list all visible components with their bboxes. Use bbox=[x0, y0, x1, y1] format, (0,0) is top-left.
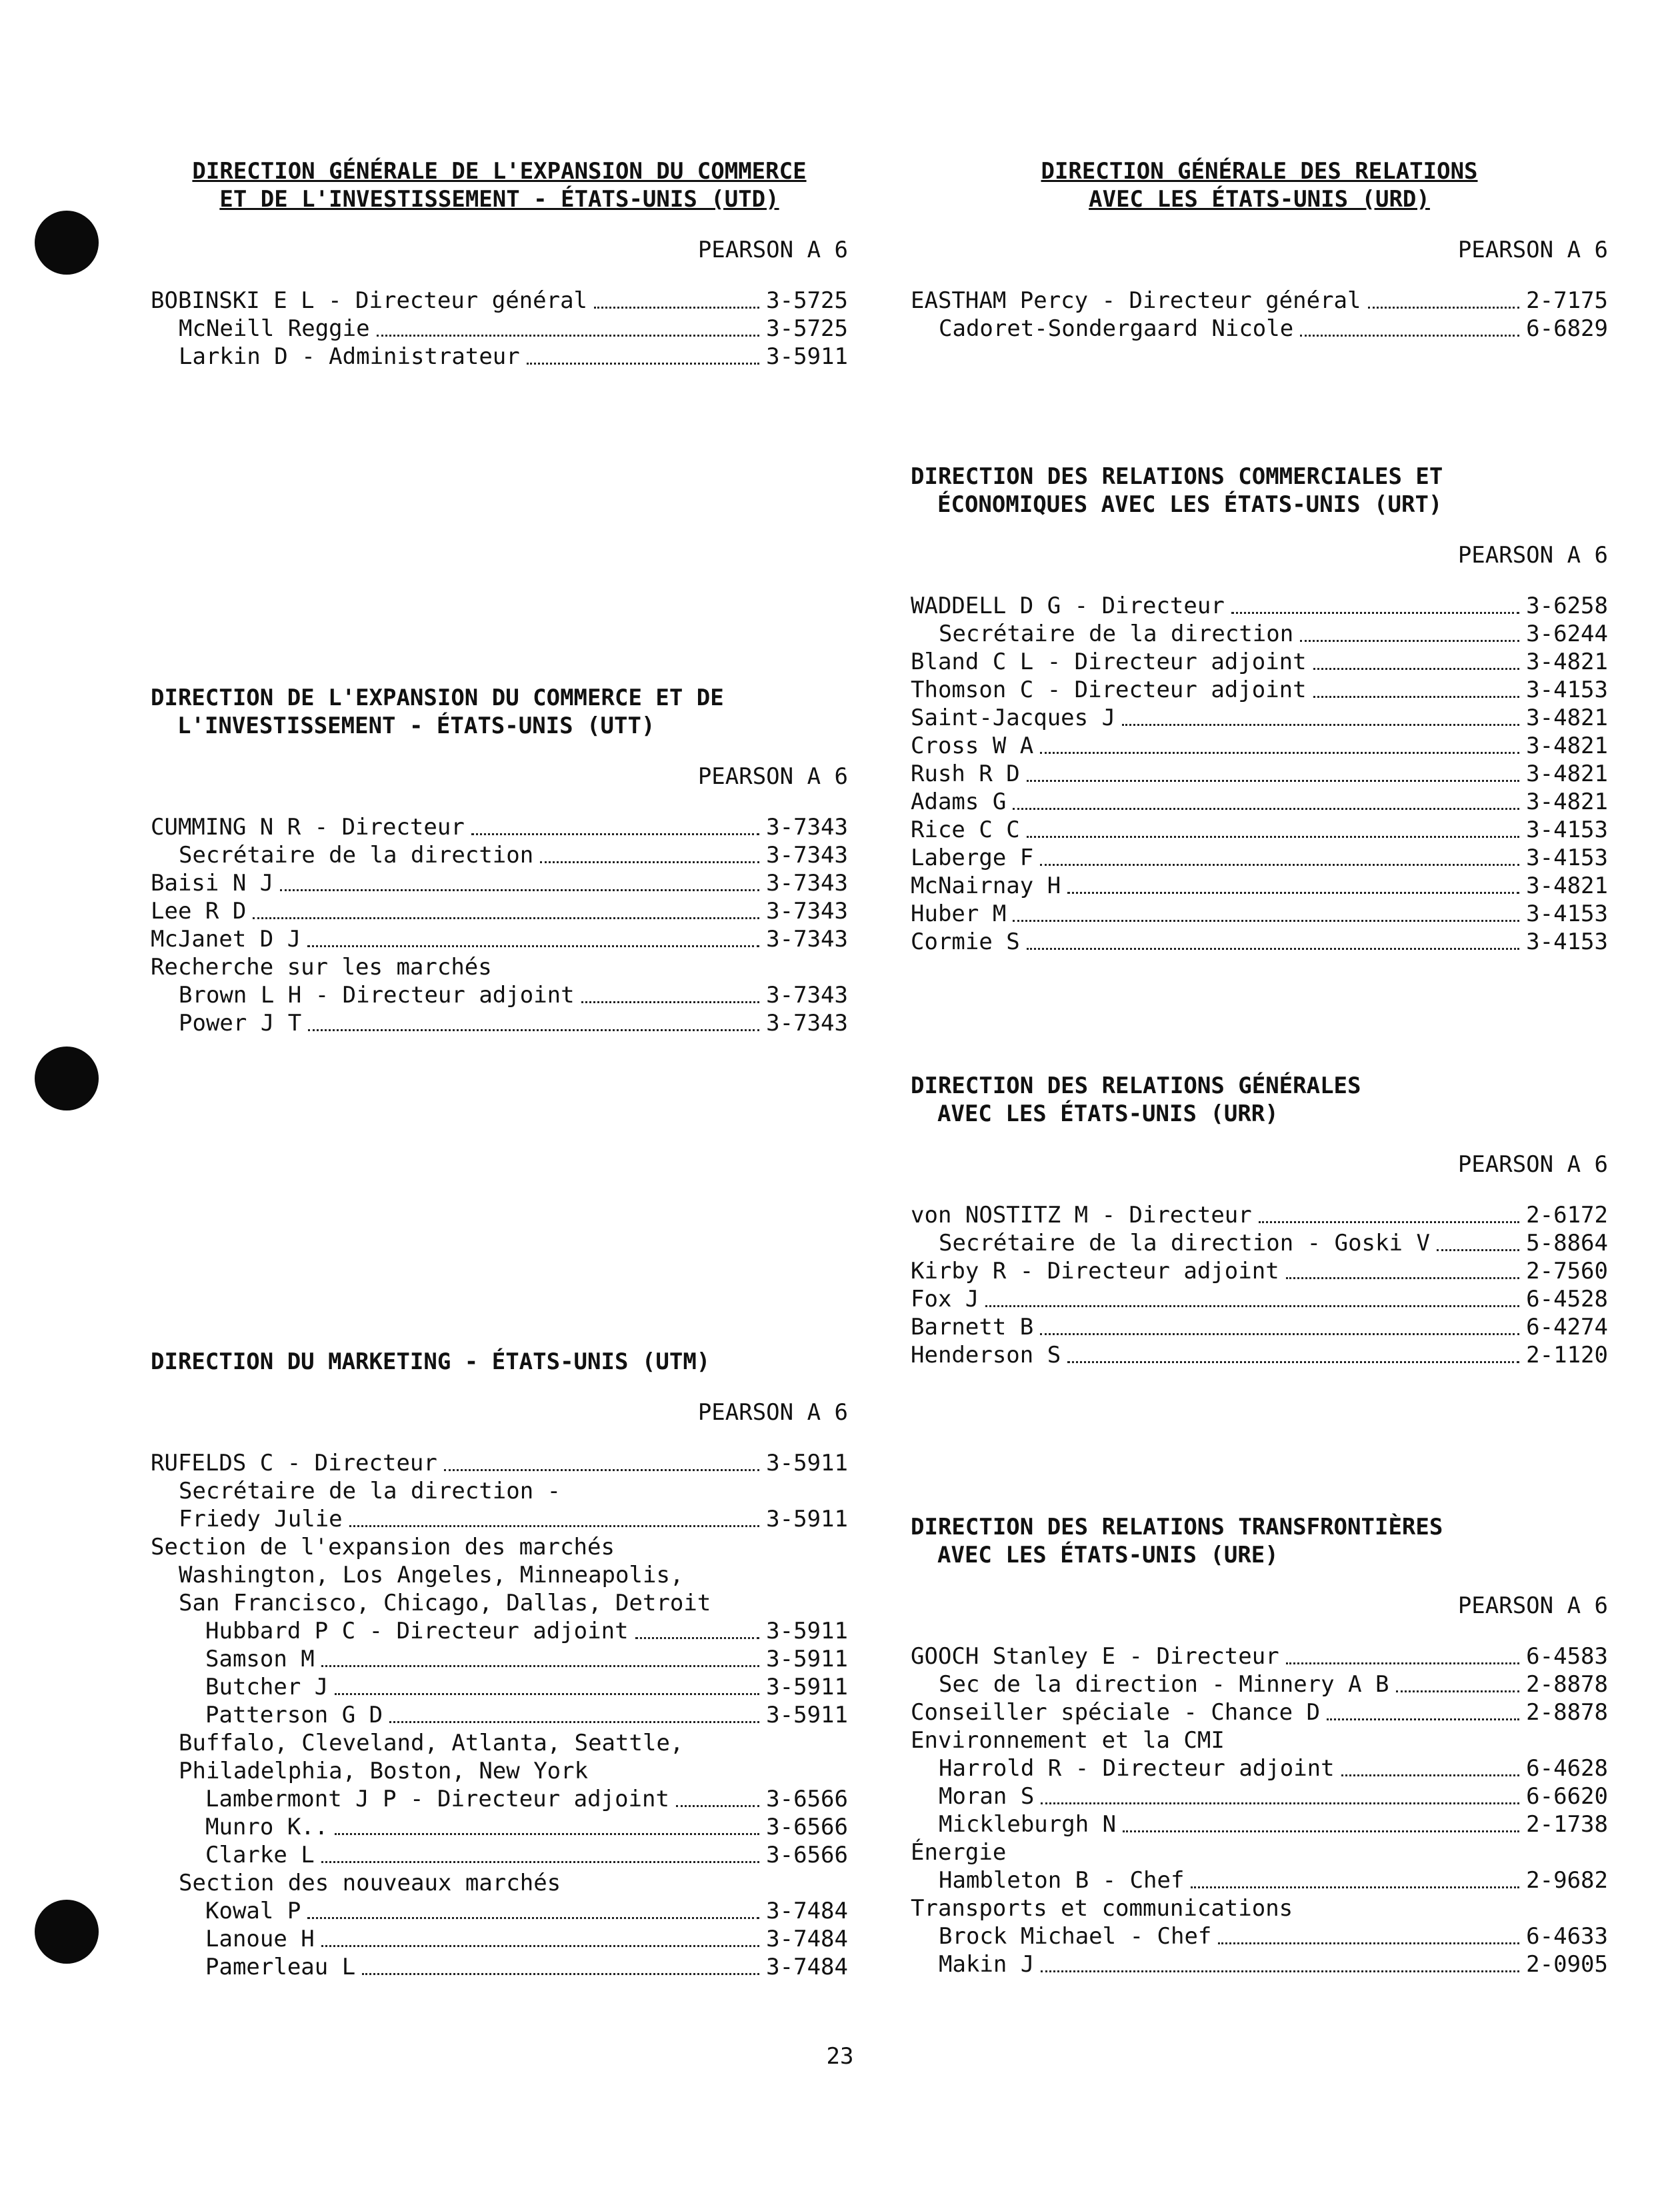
dot-leader bbox=[1122, 724, 1519, 726]
directory-entries bbox=[911, 287, 1608, 343]
phone-extension: 3-5911 bbox=[766, 343, 848, 370]
phone-extension: 6-4528 bbox=[1526, 1286, 1608, 1312]
dot-leader bbox=[321, 1665, 759, 1667]
binder-hole-bottom bbox=[35, 1900, 99, 1964]
directory-row bbox=[151, 1645, 848, 1673]
phone-extension: 3-4821 bbox=[1526, 873, 1608, 899]
section-urt bbox=[911, 463, 1608, 956]
directory-row bbox=[911, 1754, 1608, 1782]
phone-extension: 3-7343 bbox=[766, 898, 848, 925]
entry-name: Brock Michael - Chef bbox=[939, 1923, 1212, 1950]
directory-row bbox=[911, 1726, 1608, 1754]
phone-extension: 6-4628 bbox=[1526, 1755, 1608, 1782]
dot-leader bbox=[389, 1721, 759, 1723]
section-title-line: DIRECTION DES RELATIONS TRANSFRONTIÈRES bbox=[911, 1514, 1443, 1540]
phone-extension: 3-5911 bbox=[766, 1702, 848, 1728]
directory-row bbox=[151, 1701, 848, 1729]
dot-leader bbox=[1218, 1942, 1519, 1944]
entry-name: RUFELDS C - Directeur bbox=[151, 1450, 437, 1476]
phone-extension: 2-7560 bbox=[1526, 1258, 1608, 1284]
entry-name: Harrold R - Directeur adjoint bbox=[939, 1755, 1335, 1782]
dot-leader bbox=[1040, 864, 1519, 866]
entry-name: Larkin D - Administrateur bbox=[179, 343, 520, 370]
section-title-line: DIRECTION DE L'EXPANSION DU COMMERCE ET DE bbox=[151, 685, 724, 711]
phone-extension: 5-8864 bbox=[1526, 1230, 1608, 1256]
dot-leader bbox=[1368, 307, 1520, 309]
section-title bbox=[151, 157, 848, 213]
directory-row bbox=[151, 1617, 848, 1645]
entry-name: McNeill Reggie bbox=[179, 315, 370, 342]
phone-extension: 3-4153 bbox=[1526, 901, 1608, 927]
entry-name: Huber M bbox=[911, 901, 1007, 927]
section-title-line: L'INVESTISSEMENT - ÉTATS-UNIS (UTT) bbox=[177, 713, 655, 739]
entry-name: Secrétaire de la direction bbox=[179, 842, 534, 869]
directory-row bbox=[151, 1533, 848, 1561]
entry-name: Section de l'expansion des marchés bbox=[151, 1534, 615, 1560]
phone-extension: 6-4633 bbox=[1526, 1923, 1608, 1950]
dot-leader bbox=[1027, 780, 1519, 782]
phone-extension: 3-5911 bbox=[766, 1618, 848, 1644]
phone-extension: 3-7343 bbox=[766, 926, 848, 953]
dot-leader bbox=[362, 1973, 759, 1975]
dot-leader bbox=[1191, 1886, 1519, 1888]
dot-leader bbox=[1286, 1277, 1519, 1279]
entry-name: Brown L H - Directeur adjoint bbox=[179, 982, 575, 1009]
phone-extension: 6-6620 bbox=[1526, 1783, 1608, 1810]
entry-name: Adams G bbox=[911, 789, 1007, 815]
entry-name: GOOCH Stanley E - Directeur bbox=[911, 1643, 1279, 1670]
phone-extension: 6-4274 bbox=[1526, 1314, 1608, 1340]
directory-row bbox=[911, 1229, 1608, 1257]
entry-name: San Francisco, Chicago, Dallas, Detroit bbox=[179, 1590, 711, 1616]
directory-entries bbox=[151, 1449, 848, 1981]
entry-name: Rush R D bbox=[911, 761, 1020, 787]
phone-extension: 2-7175 bbox=[1526, 287, 1608, 314]
office-location: PEARSON A 6 bbox=[1457, 542, 1608, 569]
dot-leader bbox=[1341, 1774, 1520, 1776]
directory-row bbox=[151, 813, 848, 841]
dot-leader bbox=[307, 945, 759, 947]
phone-extension: 2-6172 bbox=[1526, 1202, 1608, 1228]
directory-row bbox=[151, 1869, 848, 1897]
phone-extension: 3-4153 bbox=[1526, 845, 1608, 871]
entry-name: Mickleburgh N bbox=[939, 1811, 1117, 1838]
office-location: PEARSON A 6 bbox=[697, 1399, 848, 1426]
dot-leader bbox=[527, 363, 759, 365]
phone-extension: 3-4821 bbox=[1526, 649, 1608, 675]
phone-extension: 6-4583 bbox=[1526, 1643, 1608, 1670]
directory-row bbox=[151, 1813, 848, 1841]
dot-leader bbox=[1313, 668, 1520, 670]
dot-leader bbox=[308, 1029, 759, 1031]
phone-extension: 3-5911 bbox=[766, 1450, 848, 1476]
dot-leader bbox=[349, 1525, 760, 1527]
entry-name: Lambermont J P - Directeur adjoint bbox=[205, 1786, 669, 1812]
section-title bbox=[911, 1513, 1608, 1569]
section-title-line: AVEC LES ÉTATS-UNIS (URR) bbox=[937, 1100, 1279, 1127]
entry-name: Philadelphia, Boston, New York bbox=[179, 1758, 589, 1784]
entry-name: Cadoret-Sondergaard Nicole bbox=[939, 315, 1294, 342]
section-title-line: DIRECTION GÉNÉRALE DES RELATIONS bbox=[1041, 158, 1478, 185]
directory-row bbox=[151, 1925, 848, 1953]
entry-name: BOBINSKI E L - Directeur général bbox=[151, 287, 588, 314]
dot-leader bbox=[635, 1637, 760, 1639]
directory-row bbox=[911, 872, 1608, 900]
entry-name: Secrétaire de la direction - bbox=[179, 1478, 561, 1504]
directory-row bbox=[911, 315, 1608, 343]
directory-row bbox=[151, 1589, 848, 1617]
entry-name: Recherche sur les marchés bbox=[151, 954, 492, 981]
dot-leader bbox=[1040, 752, 1519, 754]
directory-row bbox=[151, 869, 848, 897]
entry-name: Conseiller spéciale - Chance D bbox=[911, 1699, 1321, 1726]
dot-leader bbox=[253, 917, 759, 919]
phone-extension: 2-9682 bbox=[1526, 1867, 1608, 1894]
dot-leader bbox=[1027, 948, 1519, 950]
entry-name: Barnett B bbox=[911, 1314, 1034, 1340]
section-utt bbox=[151, 684, 848, 1037]
binder-hole-top bbox=[35, 211, 99, 275]
entry-name: von NOSTITZ M - Directeur bbox=[911, 1202, 1252, 1228]
entry-name: Hambleton B - Chef bbox=[939, 1867, 1185, 1894]
dot-leader bbox=[1027, 836, 1519, 838]
directory-row bbox=[911, 1313, 1608, 1341]
phone-extension: 2-8878 bbox=[1526, 1699, 1608, 1726]
directory-entries bbox=[151, 287, 848, 371]
directory-row bbox=[151, 953, 848, 981]
directory-row bbox=[911, 287, 1608, 315]
directory-row bbox=[911, 1341, 1608, 1369]
office-location: PEARSON A 6 bbox=[697, 763, 848, 790]
phone-extension: 3-7484 bbox=[766, 1898, 848, 1924]
section-urr bbox=[911, 1072, 1608, 1369]
entry-name: Fox J bbox=[911, 1286, 979, 1312]
directory-row bbox=[911, 1838, 1608, 1866]
entry-name: Lanoue H bbox=[205, 1926, 315, 1952]
directory-entries bbox=[911, 592, 1608, 956]
section-title bbox=[911, 157, 1608, 213]
dot-leader bbox=[1041, 1970, 1519, 1972]
entry-name: Cross W A bbox=[911, 733, 1034, 759]
directory-row bbox=[911, 788, 1608, 816]
entry-name: Sec de la direction - Minnery A B bbox=[939, 1671, 1389, 1698]
directory-row bbox=[911, 676, 1608, 704]
directory-row bbox=[911, 1698, 1608, 1726]
section-title-line: ÉCONOMIQUES AVEC LES ÉTATS-UNIS (URT) bbox=[937, 491, 1443, 518]
phone-extension: 3-7343 bbox=[766, 982, 848, 1009]
entry-name: Secrétaire de la direction - Goski V bbox=[939, 1230, 1430, 1256]
directory-row bbox=[911, 648, 1608, 676]
entry-name: Munro K.. bbox=[205, 1814, 329, 1840]
dot-leader bbox=[1300, 640, 1519, 642]
directory-row bbox=[151, 1953, 848, 1981]
phone-extension: 3-6566 bbox=[766, 1786, 848, 1812]
directory-row bbox=[151, 1897, 848, 1925]
office-location: PEARSON A 6 bbox=[1457, 1151, 1608, 1178]
phone-extension: 2-8878 bbox=[1526, 1671, 1608, 1698]
entry-name: WADDELL D G - Directeur bbox=[911, 593, 1225, 619]
directory-row bbox=[911, 732, 1608, 760]
entry-name: Butcher J bbox=[205, 1674, 329, 1700]
entry-name: Rice C C bbox=[911, 817, 1020, 843]
directory-row bbox=[911, 1950, 1608, 1978]
phone-extension: 3-4821 bbox=[1526, 761, 1608, 787]
phone-extension: 3-7343 bbox=[766, 1010, 848, 1037]
entry-name: McNairnay H bbox=[911, 873, 1061, 899]
entry-name: CUMMING N R - Directeur bbox=[151, 814, 465, 841]
section-title-line: DIRECTION DU MARKETING - ÉTATS-UNIS (UTM) bbox=[151, 1348, 711, 1375]
dot-leader bbox=[594, 307, 759, 309]
entry-name: Samson M bbox=[205, 1646, 315, 1672]
entry-name: Patterson G D bbox=[205, 1702, 383, 1728]
phone-extension: 3-7343 bbox=[766, 870, 848, 897]
phone-extension: 2-0905 bbox=[1526, 1951, 1608, 1978]
entry-name: Énergie bbox=[911, 1839, 1007, 1866]
dot-leader bbox=[321, 1861, 759, 1863]
phone-extension: 3-7484 bbox=[766, 1926, 848, 1952]
dot-leader bbox=[1067, 892, 1519, 894]
section-utd bbox=[151, 157, 848, 371]
directory-entries bbox=[151, 813, 848, 1037]
dot-leader bbox=[1300, 335, 1519, 337]
directory-row bbox=[911, 1866, 1608, 1894]
directory-row bbox=[911, 1642, 1608, 1670]
entry-name: Washington, Los Angeles, Minneapolis, bbox=[179, 1562, 684, 1588]
dot-leader bbox=[1259, 1221, 1519, 1223]
dot-leader bbox=[377, 335, 760, 337]
phone-extension: 2-1120 bbox=[1526, 1342, 1608, 1368]
phone-extension: 3-6244 bbox=[1526, 621, 1608, 647]
phone-extension: 3-6566 bbox=[766, 1814, 848, 1840]
dot-leader bbox=[1013, 808, 1519, 810]
section-title-line: AVEC LES ÉTATS-UNIS (URE) bbox=[937, 1542, 1279, 1568]
directory-row bbox=[911, 704, 1608, 732]
dot-leader bbox=[444, 1469, 759, 1471]
directory-row bbox=[151, 1757, 848, 1785]
section-title-line: DIRECTION DES RELATIONS GÉNÉRALES bbox=[911, 1073, 1361, 1099]
office-location: PEARSON A 6 bbox=[1457, 1592, 1608, 1619]
dot-leader bbox=[676, 1805, 759, 1807]
entry-name: Hubbard P C - Directeur adjoint bbox=[205, 1618, 629, 1644]
directory-row bbox=[151, 1785, 848, 1813]
entry-name: Kirby R - Directeur adjoint bbox=[911, 1258, 1279, 1284]
section-urd bbox=[911, 157, 1608, 343]
phone-extension: 3-4821 bbox=[1526, 705, 1608, 731]
entry-name: Transports et communications bbox=[911, 1895, 1293, 1922]
entry-name: EASTHAM Percy - Directeur général bbox=[911, 287, 1361, 314]
entry-name: Secrétaire de la direction bbox=[939, 621, 1294, 647]
directory-row bbox=[151, 981, 848, 1009]
entry-name: Environnement et la CMI bbox=[911, 1727, 1225, 1754]
entry-name: Cormie S bbox=[911, 929, 1020, 955]
directory-row bbox=[911, 1201, 1608, 1229]
directory-row bbox=[911, 1922, 1608, 1950]
dot-leader bbox=[1437, 1249, 1519, 1251]
phone-extension: 3-7343 bbox=[766, 814, 848, 841]
phone-extension: 3-7484 bbox=[766, 1954, 848, 1980]
phone-extension: 3-7343 bbox=[766, 842, 848, 869]
dot-leader bbox=[1327, 1718, 1519, 1720]
directory-row bbox=[911, 1285, 1608, 1313]
dot-leader bbox=[335, 1833, 759, 1835]
phone-extension: 3-5911 bbox=[766, 1674, 848, 1700]
section-title bbox=[151, 684, 848, 740]
dot-leader bbox=[280, 889, 759, 891]
directory-row bbox=[151, 343, 848, 371]
directory-row bbox=[911, 760, 1608, 788]
directory-row bbox=[911, 928, 1608, 956]
directory-row bbox=[151, 315, 848, 343]
directory-row bbox=[151, 1673, 848, 1701]
office-location: PEARSON A 6 bbox=[697, 237, 848, 263]
section-title bbox=[911, 463, 1608, 519]
office-location: PEARSON A 6 bbox=[1457, 237, 1608, 263]
entry-name: Lee R D bbox=[151, 898, 247, 925]
dot-leader bbox=[307, 1917, 759, 1919]
dot-leader bbox=[1040, 1333, 1519, 1335]
phone-extension: 3-5911 bbox=[766, 1506, 848, 1532]
dot-leader bbox=[1313, 696, 1520, 698]
directory-row bbox=[151, 1449, 848, 1477]
dot-leader bbox=[540, 861, 759, 863]
directory-row bbox=[911, 1670, 1608, 1698]
directory-row bbox=[151, 1009, 848, 1037]
entry-name: Henderson S bbox=[911, 1342, 1061, 1368]
phone-extension: 3-5725 bbox=[766, 287, 848, 314]
page-number: 23 bbox=[826, 2043, 854, 2070]
entry-name: Thomson C - Directeur adjoint bbox=[911, 677, 1307, 703]
directory-row bbox=[911, 592, 1608, 620]
directory-row bbox=[151, 287, 848, 315]
dot-leader bbox=[985, 1305, 1519, 1307]
phone-extension: 3-4821 bbox=[1526, 733, 1608, 759]
directory-row bbox=[151, 897, 848, 925]
dot-leader bbox=[1067, 1361, 1519, 1363]
dot-leader bbox=[1013, 920, 1519, 922]
entry-name: Moran S bbox=[939, 1783, 1035, 1810]
dot-leader bbox=[1231, 612, 1519, 614]
section-title-line: AVEC LES ÉTATS-UNIS (URD) bbox=[1089, 186, 1430, 213]
entry-name: Kowal P bbox=[205, 1898, 301, 1924]
dot-leader bbox=[321, 1945, 759, 1947]
section-title bbox=[151, 1348, 848, 1376]
dot-leader bbox=[1286, 1662, 1519, 1664]
section-ure bbox=[911, 1513, 1608, 1978]
entry-name: Bland C L - Directeur adjoint bbox=[911, 649, 1307, 675]
entry-name: Section des nouveaux marchés bbox=[179, 1870, 561, 1896]
dot-leader bbox=[471, 833, 759, 835]
phone-extension: 3-4153 bbox=[1526, 929, 1608, 955]
directory-row bbox=[151, 1729, 848, 1757]
directory-row bbox=[911, 816, 1608, 844]
directory-entries bbox=[911, 1201, 1608, 1369]
phone-extension: 3-4153 bbox=[1526, 677, 1608, 703]
section-utm bbox=[151, 1348, 848, 1981]
entry-name: Makin J bbox=[939, 1951, 1035, 1978]
entry-name: Buffalo, Cleveland, Atlanta, Seattle, bbox=[179, 1730, 684, 1756]
phone-extension: 6-6829 bbox=[1526, 315, 1608, 342]
entry-name: Saint-Jacques J bbox=[911, 705, 1116, 731]
directory-row bbox=[911, 1894, 1608, 1922]
directory-row bbox=[911, 620, 1608, 648]
entry-name: McJanet D J bbox=[151, 926, 301, 953]
entry-name: Friedy Julie bbox=[179, 1506, 343, 1532]
phone-extension: 3-4821 bbox=[1526, 789, 1608, 815]
dot-leader bbox=[1041, 1802, 1519, 1804]
directory-row bbox=[911, 1782, 1608, 1810]
section-title-line: DIRECTION DES RELATIONS COMMERCIALES ET bbox=[911, 463, 1443, 490]
directory-row bbox=[911, 1810, 1608, 1838]
dot-leader bbox=[335, 1693, 759, 1695]
entry-name: Clarke L bbox=[205, 1842, 315, 1868]
directory-row bbox=[911, 1257, 1608, 1285]
binder-hole-middle bbox=[35, 1047, 99, 1110]
phone-extension: 3-6566 bbox=[766, 1842, 848, 1868]
dot-leader bbox=[1396, 1690, 1520, 1692]
section-title-line: ET DE L'INVESTISSEMENT - ÉTATS-UNIS (UTD) bbox=[219, 186, 779, 213]
phone-extension: 3-6258 bbox=[1526, 593, 1608, 619]
dot-leader bbox=[1123, 1830, 1519, 1832]
directory-row bbox=[151, 1505, 848, 1533]
directory-row bbox=[911, 900, 1608, 928]
phone-extension: 3-4153 bbox=[1526, 817, 1608, 843]
phone-extension: 2-1738 bbox=[1526, 1811, 1608, 1838]
dot-leader bbox=[581, 1001, 760, 1003]
directory-row bbox=[911, 844, 1608, 872]
section-title-line: DIRECTION GÉNÉRALE DE L'EXPANSION DU COMMERCE bbox=[192, 158, 807, 185]
directory-row bbox=[151, 1841, 848, 1869]
phone-extension: 3-5911 bbox=[766, 1646, 848, 1672]
entry-name: Pamerleau L bbox=[205, 1954, 356, 1980]
phone-extension: 3-5725 bbox=[766, 315, 848, 342]
directory-row bbox=[151, 925, 848, 953]
directory-row bbox=[151, 1477, 848, 1505]
entry-name: Baisi N J bbox=[151, 870, 274, 897]
section-title bbox=[911, 1072, 1608, 1128]
directory-entries bbox=[911, 1642, 1608, 1978]
entry-name: Laberge F bbox=[911, 845, 1034, 871]
entry-name: Power J T bbox=[179, 1010, 302, 1037]
directory-row bbox=[151, 1561, 848, 1589]
directory-row bbox=[151, 841, 848, 869]
